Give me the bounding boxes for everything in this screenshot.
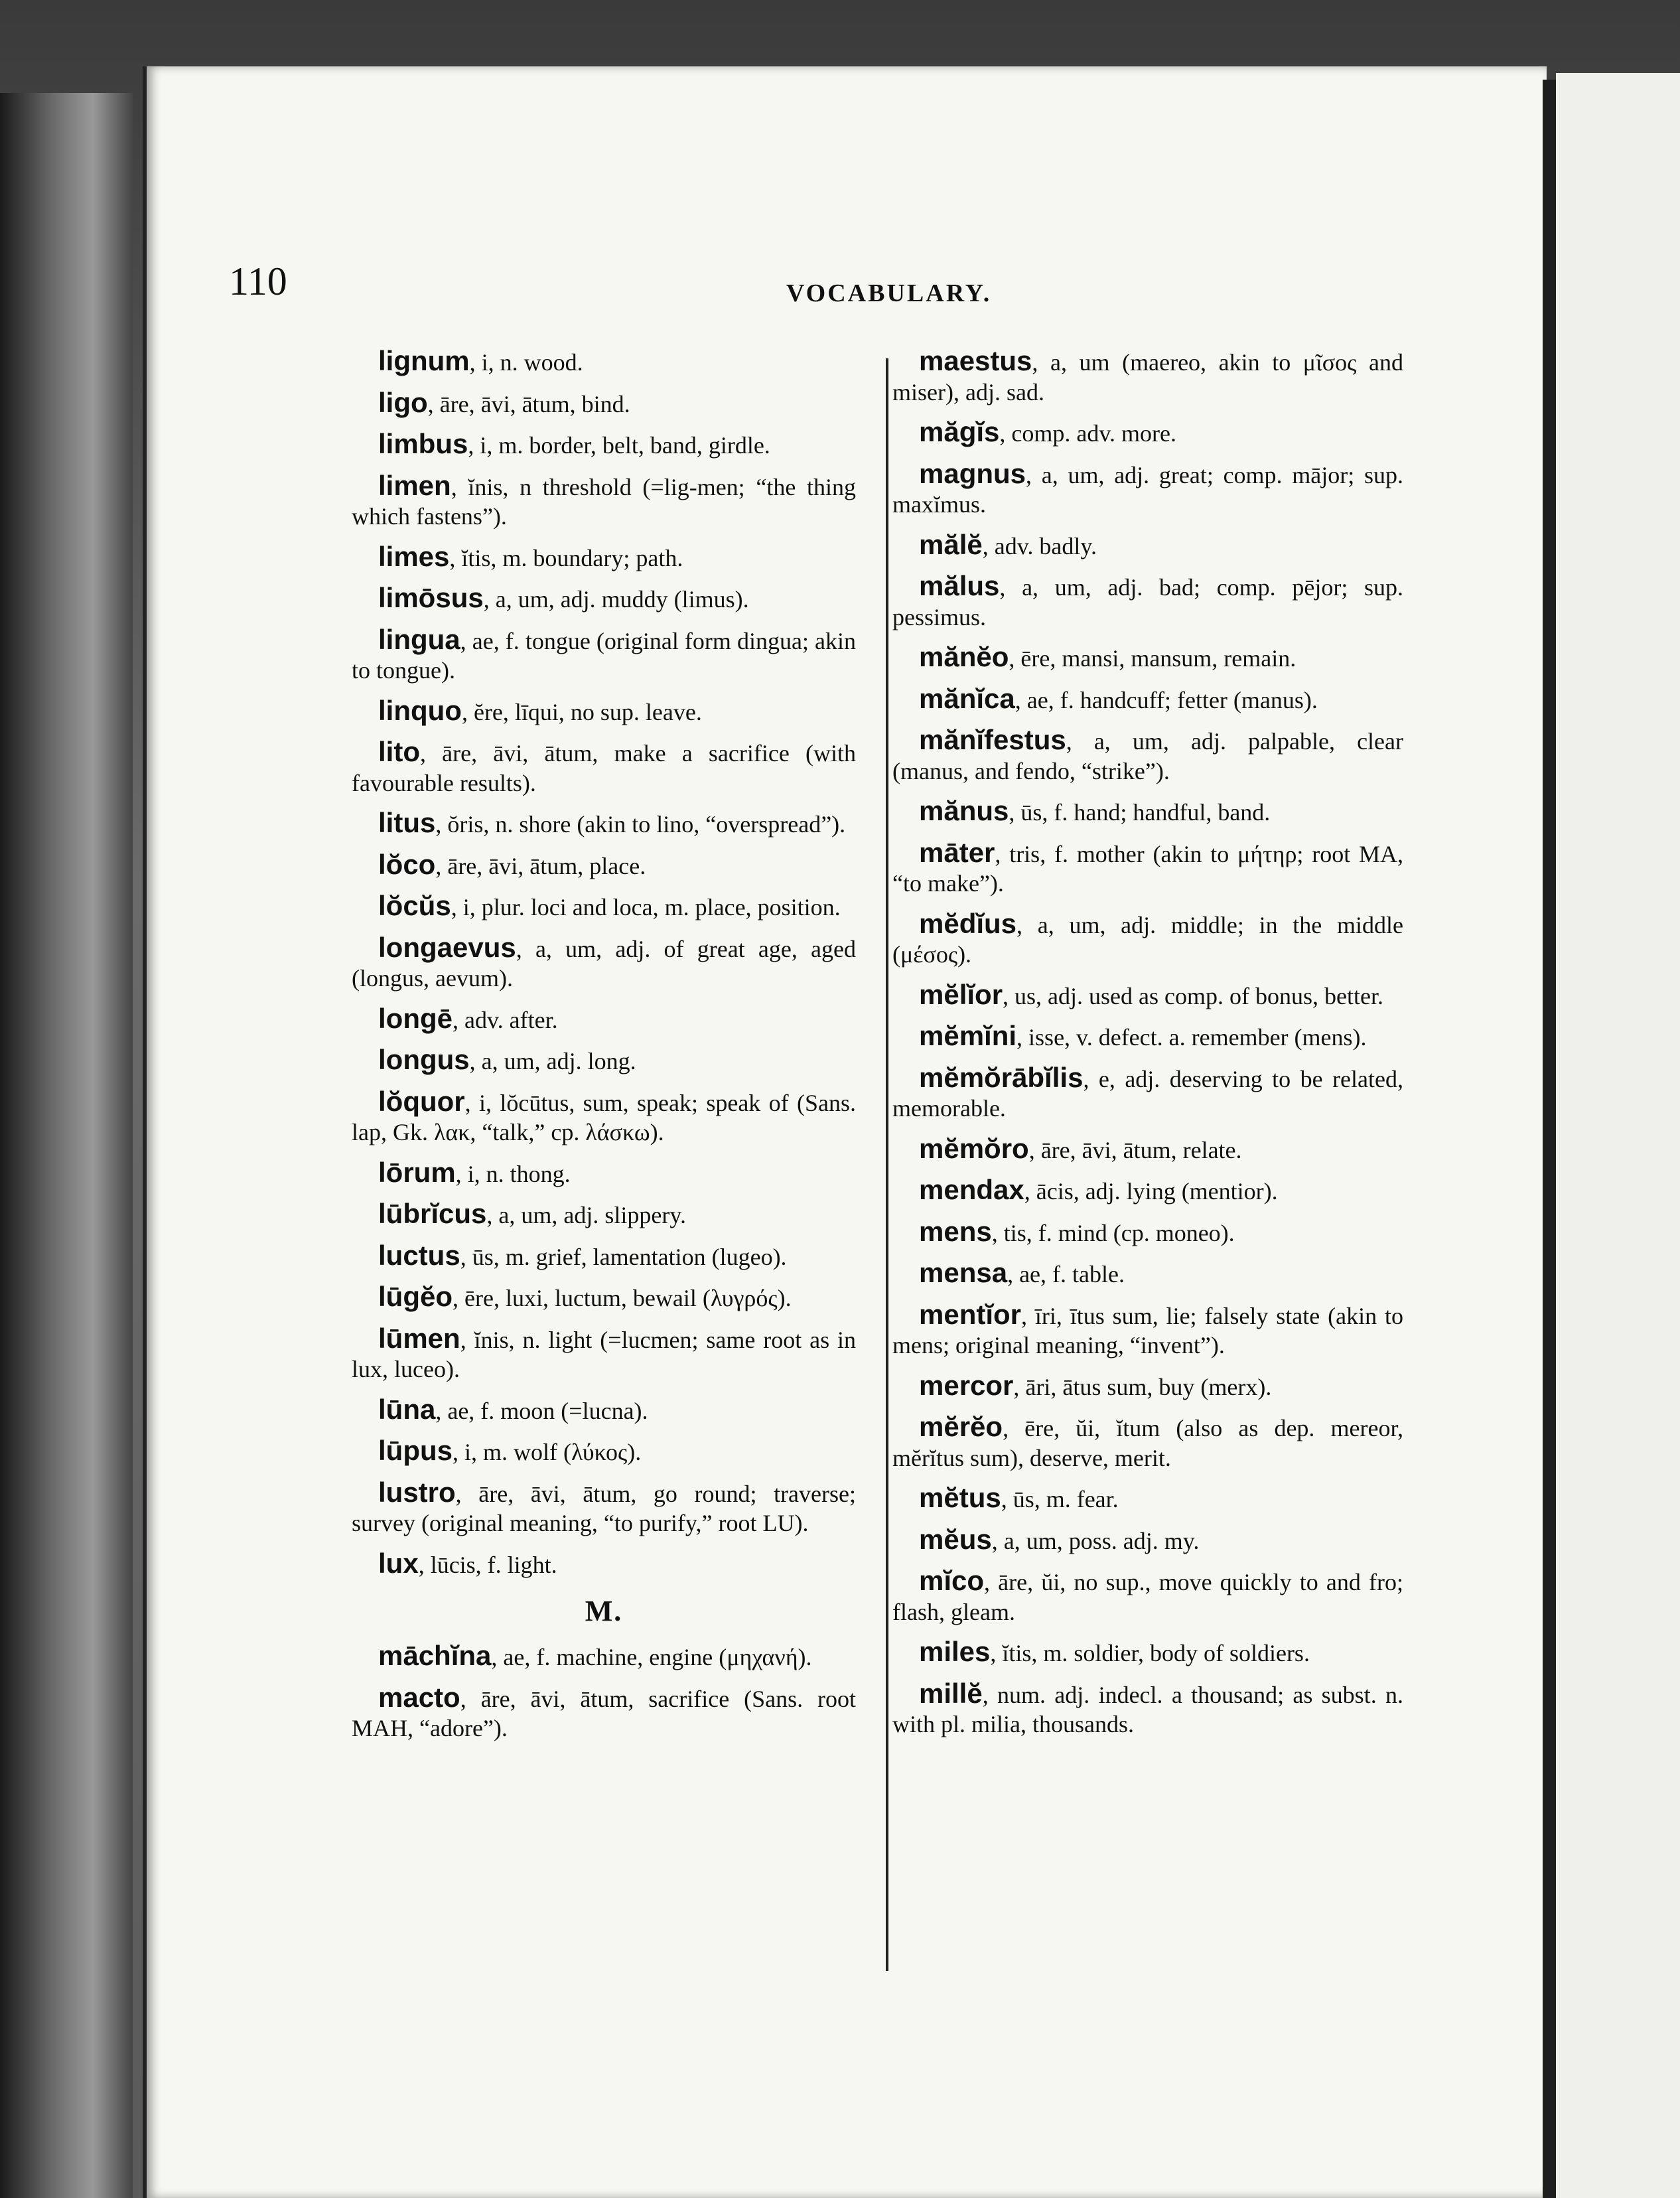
dictionary-entry [352,542,856,573]
entry-definition: , e, adj. deserving to be related, memorable. [892,1065,1403,1122]
dictionary-entry [352,1241,856,1272]
entry-definition: , i, n. wood. [469,349,583,376]
entry-headword: mălus [919,570,1000,601]
entry-headword: lūgĕo [378,1281,453,1312]
dictionary-entry [892,530,1403,561]
right-entries [892,346,1403,1739]
entry-definition: , num. adj. indecl. a thousand; as subst. n. with pl. milia, thousands. [892,1681,1403,1737]
entry-definition: , a, um, adj. middle; in the middle (μέσος). [892,911,1403,968]
dictionary-entry [892,417,1403,449]
dictionary-entry [352,1324,856,1384]
entry-definition: , ae, f. moon (=lucna). [435,1397,648,1424]
entry-definition: , ŏris, n. shore (akin to lino, “overspread”). [435,811,846,838]
dictionary-entry [352,808,856,840]
entry-headword: lustro [378,1476,456,1508]
entry-headword: lūna [378,1393,436,1425]
entry-definition: , ēre, ŭi, ĭtum (also as dep. mereor, mĕrĭtus sum), deserve, merit. [892,1415,1403,1471]
entry-definition: , āri, ātus sum, buy (merx). [1013,1373,1272,1400]
entry-definition: , tris, f. mother (akin to μήτηρ; root MA, “to make”). [892,840,1403,897]
dictionary-entry [892,1412,1403,1473]
entry-headword: millĕ [919,1677,983,1709]
entry-headword: lignum [378,345,470,376]
entry-headword: linquo [378,694,462,726]
page-gutter [1543,80,1556,2198]
entry-headword: māchĭna [378,1640,492,1671]
dictionary-entry [892,1175,1403,1207]
dictionary-entry [352,583,856,615]
dictionary-entry [352,1478,856,1538]
entry-definition: , āre, āvi, ātum, sacrifice (Sans. root MAH, “adore”). [352,1685,856,1741]
entry-definition: , īri, ītus sum, lie; falsely state (akin to mens; original meaning, “invent”). [892,1302,1403,1358]
dictionary-entry [892,980,1403,1011]
entry-headword: luctus [378,1239,460,1271]
entry-definition: , a, um, adj. slippery. [486,1202,686,1228]
entry-headword: limōsus [378,582,484,613]
dictionary-entry [352,933,856,993]
dictionary-entry [892,1134,1403,1165]
entry-headword: mănĭca [919,682,1015,714]
entry-definition: , a, um, adj. of great age, aged (longus, aevum). [352,935,856,991]
entry-definition: , āre, āvi, ātum, relate. [1028,1136,1242,1163]
entry-headword: māter [919,836,995,868]
dictionary-entry [892,1021,1403,1053]
entry-definition: , āre, āvi, ātum, make a sacrifice (with favourable results). [352,740,856,796]
entry-headword: lŏquor [378,1085,465,1117]
entry-headword: longaevus [378,931,516,963]
dictionary-entry [352,1004,856,1035]
dictionary-entry [892,909,1403,970]
entry-headword: mănĕo [919,641,1009,672]
dictionary-entry [892,1679,1403,1739]
entry-headword: lux [378,1547,419,1579]
dictionary-entry [352,1436,856,1467]
entry-definition: , i, plur. loci and loca, m. place, position. [451,894,841,920]
dictionary-entry [892,642,1403,674]
entry-definition: , us, adj. used as comp. of bonus, better. [1003,982,1383,1009]
dictionary-entry [892,571,1403,632]
entry-headword: lŏco [378,848,436,880]
entry-definition: , ĕre, līqui, no sup. leave. [461,698,702,725]
entry-headword: mensa [919,1257,1008,1288]
dictionary-entry [892,1063,1403,1124]
dictionary-entry [892,1258,1403,1289]
entry-headword: mercor [919,1369,1014,1401]
entry-definition: , ūs, f. hand; handful, band. [1009,799,1271,826]
entry-headword: mĕtus [919,1482,1001,1513]
dictionary-entry [892,1483,1403,1514]
dictionary-entry [352,891,856,922]
entry-headword: magnus [919,457,1026,489]
dictionary-entry [892,1637,1403,1668]
entry-definition: , a, um, adj. muddy (limus). [483,586,749,613]
dictionary-entry [352,1158,856,1189]
entry-definition: , ūs, m. grief, lamentation (lugeo). [460,1243,787,1270]
entry-headword: maestus [919,345,1032,376]
dictionary-entry [892,725,1403,786]
entry-headword: măgĭs [919,416,1000,447]
entry-headword: lŏcŭs [378,890,451,921]
entry-definition: , adv. badly. [982,532,1097,559]
entry-headword: limes [378,540,450,572]
dictionary-entry [352,1087,856,1147]
dictionary-entry [892,459,1403,520]
entry-headword: mendax [919,1174,1024,1205]
entry-definition: , ĭtis, m. boundary; path. [449,544,683,571]
dictionary-entry [892,684,1403,715]
dictionary-entry [352,850,856,881]
entry-definition: , i, lŏcūtus, sum, speak; speak of (Sans. lap, Gk. λακ, “talk,” cp. λάσκω). [352,1089,856,1145]
entry-headword: limen [378,469,451,501]
entry-definition: , āre, ŭi, no sup., move quickly to and fro; flash, gleam. [892,1569,1403,1625]
entry-definition: , adv. after. [453,1006,558,1033]
dictionary-entry [892,1371,1403,1402]
entry-definition: , a, um, adj. bad; comp. pējor; sup. pessimus. [892,574,1403,630]
entry-headword: mănus [919,795,1009,826]
entry-headword: mĕrĕo [919,1411,1003,1442]
left-entries [352,346,856,1579]
entry-definition: , isse, v. defect. a. remember (mens). [1016,1024,1367,1051]
entry-definition: , ūs, m. fear. [1001,1486,1119,1512]
entry-headword: mĭco [919,1565,985,1596]
dictionary-entry [352,1282,856,1313]
book-binding [0,93,133,2198]
left-entries-m [352,1641,856,1743]
entry-definition: , ācis, adj. lying (mentior). [1024,1178,1278,1205]
entry-definition: , i, m. wolf (λύκος). [453,1439,642,1465]
section-letter: M. [585,1595,623,1627]
entry-definition: , ae, f. handcuff; fetter (manus). [1015,686,1318,713]
dictionary-entry [352,625,856,686]
entry-definition: , āre, āvi, ātum, go round; traverse; survey (original meaning, “to purify,” root LU). [352,1480,856,1536]
entry-definition: , a, um, adj. long. [469,1048,636,1074]
entry-definition: , lūcis, f. light. [418,1551,557,1578]
entry-definition: , i, n. thong. [455,1160,571,1187]
dictionary-entry [352,1395,856,1426]
entry-headword: longus [378,1044,470,1075]
dictionary-entry [352,1683,856,1743]
dictionary-entry [352,429,856,461]
adjacent-page-edge [1556,73,1680,2198]
running-head: VOCABULARY. [786,279,992,307]
dictionary-entry [352,471,856,532]
entry-definition: , i, m. border, belt, band, girdle. [468,432,770,459]
left-column [352,346,856,1754]
entry-headword: lūmen [378,1322,460,1354]
dictionary-entry [892,1525,1403,1556]
right-column [892,346,1403,1750]
entry-headword: lito [378,736,420,767]
entry-headword: litus [378,807,436,838]
dictionary-entry [352,696,856,727]
entry-definition: , ae, f. tongue (original form dingua; akin to tongue). [352,627,856,684]
entry-definition: , a, um, adj. palpable, clear (manus, and fendo, “strike”). [892,728,1403,784]
column-rule [886,358,888,1971]
entry-headword: ligo [378,386,428,418]
entry-headword: limbus [378,428,468,459]
entry-headword: miles [919,1636,991,1667]
entry-headword: lūbrĭcus [378,1198,487,1229]
dictionary-entry [352,1641,856,1672]
dictionary-entry [892,1217,1403,1248]
entry-definition: , āre, āvi, ātum, bind. [427,390,630,417]
entry-definition: , a, um, poss. adj. my. [991,1527,1200,1554]
dictionary-entry [352,346,856,378]
entry-headword: mĕdĭus [919,907,1017,939]
entry-definition: , ēre, mansi, mansum, remain. [1009,645,1296,672]
entry-definition: , ĭtis, m. soldier, body of soldiers. [990,1640,1310,1666]
dictionary-entry [892,796,1403,828]
dictionary-entry [352,737,856,798]
dictionary-entry [352,388,856,419]
entry-definition: , ĭnis, n threshold (=lig-men; “the thing which fastens”). [352,473,856,530]
entry-definition: , ēre, luxi, luctum, bewail (λυγρός). [453,1285,792,1311]
entry-definition: , āre, āvi, ātum, place. [435,852,646,879]
entry-headword: mĕmŏro [919,1132,1029,1164]
entry-definition: , ae, f. machine, engine (μηχανή). [491,1644,812,1670]
entry-definition: , ae, f. table. [1007,1261,1125,1287]
entry-definition: , ĭnis, n. light (=lucmen; same root as in lux, luceo). [352,1326,856,1382]
entry-headword: mĕus [919,1523,992,1555]
entry-headword: lingua [378,623,460,655]
page-number: 110 [229,259,287,303]
entry-headword: mens [919,1215,992,1247]
entry-headword: mĕmŏrābĭlis [919,1061,1084,1093]
entry-headword: lūpus [378,1435,453,1466]
entry-headword: mentĭor [919,1298,1022,1330]
dictionary-entry [352,1549,856,1580]
dictionary-entry [892,1566,1403,1627]
entry-headword: mĕmĭni [919,1020,1017,1051]
entry-headword: mănĭfestus [919,724,1066,755]
entry-headword: mălĕ [919,528,983,560]
dictionary-entry [892,838,1403,899]
entry-definition: , a, um, adj. great; comp. mājor; sup. maxĭmus. [892,461,1403,518]
entry-definition: , a, um (maereo, akin to μῖσος and miser), adj. sad. [892,349,1403,405]
entry-headword: macto [378,1681,460,1713]
dictionary-entry [352,1199,856,1230]
dictionary-entry [892,346,1403,407]
dictionary-entry [352,1045,856,1076]
entry-headword: mĕlĭor [919,978,1003,1010]
dictionary-entry [892,1300,1403,1360]
entry-definition: , tis, f. mind (cp. moneo). [991,1219,1235,1246]
entry-headword: lōrum [378,1156,456,1188]
entry-headword: longē [378,1002,453,1034]
entry-definition: , comp. adv. more. [999,420,1176,447]
